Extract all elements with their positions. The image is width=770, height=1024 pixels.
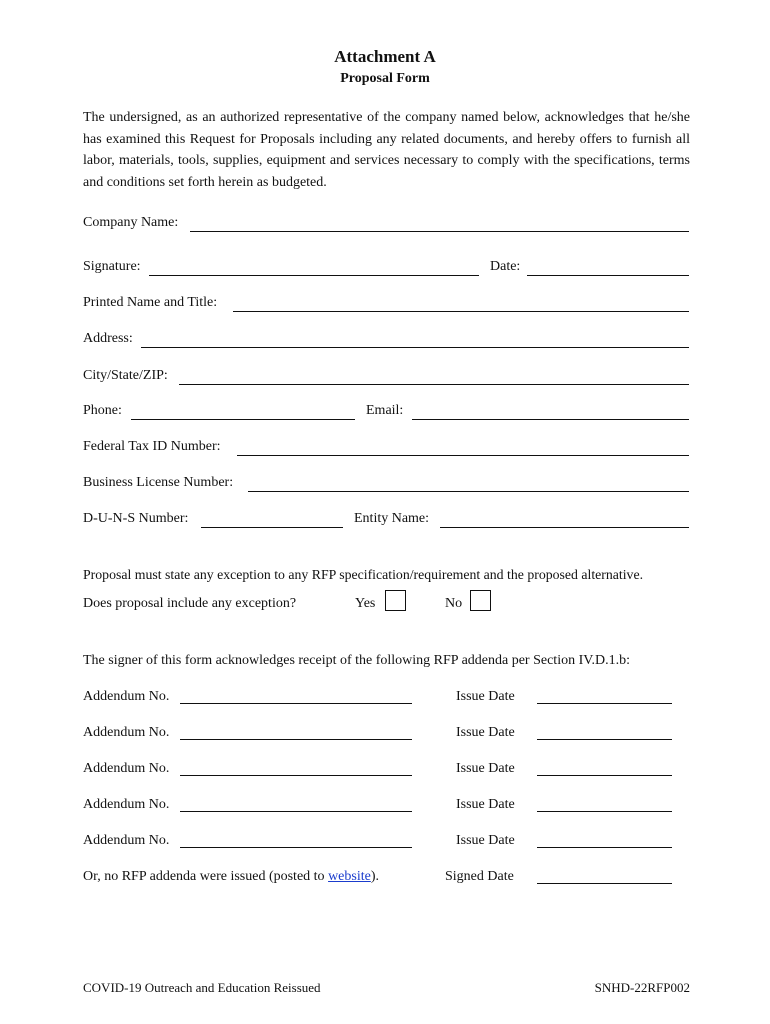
federal-tax-id-label: Federal Tax ID Number: <box>83 439 221 454</box>
address-field[interactable] <box>141 347 689 348</box>
duns-label: D-U-N-S Number: <box>83 511 189 526</box>
duns-field[interactable] <box>201 527 343 528</box>
page-subtitle: Proposal Form <box>340 71 430 86</box>
entity-name-field[interactable] <box>440 527 689 528</box>
addendum-number-field[interactable] <box>180 847 412 848</box>
page-title: Attachment A <box>334 47 436 66</box>
signed-date-label: Signed Date <box>445 869 514 884</box>
footer-right: SNHD-22RFP002 <box>594 980 690 995</box>
footer-left: COVID-19 Outreach and Education Reissued <box>83 980 321 995</box>
addendum-label: Addendum No. <box>83 833 170 848</box>
addendum-number-field[interactable] <box>180 775 412 776</box>
exception-question: Does proposal include any exception? <box>83 596 297 611</box>
company-name-field[interactable] <box>190 231 689 232</box>
business-license-label: Business License Number: <box>83 475 234 490</box>
printed-name-label: Printed Name and Title: <box>83 295 218 310</box>
intro-paragraph: The undersigned, as an authorized representative of the company named below, acknowledges that he/she has examined this Request for Proposals including any related documents, and hereby offers to furnish all labor, materials, tools, supplies, equipment and services necessary to comply with the specifications, terms and conditions set forth herein as budgeted. <box>83 110 690 190</box>
website-link[interactable]: website <box>328 869 371 884</box>
exception-yes-label: Yes <box>355 596 376 611</box>
exception-yes-checkbox[interactable] <box>385 590 406 611</box>
company-name-label: Company Name: <box>83 215 179 230</box>
city-state-zip-field[interactable] <box>179 384 689 385</box>
date-label: Date: <box>490 259 521 274</box>
signature-field[interactable] <box>149 275 479 276</box>
phone-label: Phone: <box>83 403 122 418</box>
phone-field[interactable] <box>131 419 355 420</box>
printed-name-field[interactable] <box>233 311 689 312</box>
city-state-zip-label: City/State/ZIP: <box>83 368 168 383</box>
addendum-number-field[interactable] <box>180 703 412 704</box>
addenda-intro: The signer of this form acknowledges receipt of the following RFP addenda per Section IV.D.1.b: <box>83 653 631 668</box>
addendum-label: Addendum No. <box>83 725 170 740</box>
address-label: Address: <box>83 331 133 346</box>
issue-date-label: Issue Date <box>456 833 515 848</box>
issue-date-field[interactable] <box>537 811 672 812</box>
issue-date-label: Issue Date <box>456 725 515 740</box>
signature-label: Signature: <box>83 259 141 274</box>
issue-date-field[interactable] <box>537 739 672 740</box>
addendum-number-field[interactable] <box>180 739 412 740</box>
federal-tax-id-field[interactable] <box>237 455 689 456</box>
business-license-field[interactable] <box>248 491 689 492</box>
date-field[interactable] <box>527 275 689 276</box>
issue-date-field[interactable] <box>537 775 672 776</box>
no-addenda-prefix: Or, no RFP addenda were issued (posted to <box>83 869 329 884</box>
addendum-number-field[interactable] <box>180 811 412 812</box>
issue-date-label: Issue Date <box>456 689 515 704</box>
entity-name-label: Entity Name: <box>354 511 430 526</box>
addendum-label: Addendum No. <box>83 761 170 776</box>
no-addenda-statement <box>83 869 379 885</box>
addendum-label: Addendum No. <box>83 797 170 812</box>
issue-date-label: Issue Date <box>456 797 515 812</box>
addendum-label: Addendum No. <box>83 689 170 704</box>
issue-date-field[interactable] <box>537 703 672 704</box>
email-label: Email: <box>366 403 404 418</box>
email-field[interactable] <box>412 419 689 420</box>
no-addenda-suffix: ). <box>370 869 379 884</box>
issue-date-label: Issue Date <box>456 761 515 776</box>
issue-date-field[interactable] <box>537 847 672 848</box>
exception-statement: Proposal must state any exception to any RFP specification/requirement and the proposed alternative. <box>83 567 644 582</box>
exception-no-label: No <box>445 596 463 611</box>
signed-date-field[interactable] <box>537 883 672 884</box>
exception-no-checkbox[interactable] <box>470 590 491 611</box>
